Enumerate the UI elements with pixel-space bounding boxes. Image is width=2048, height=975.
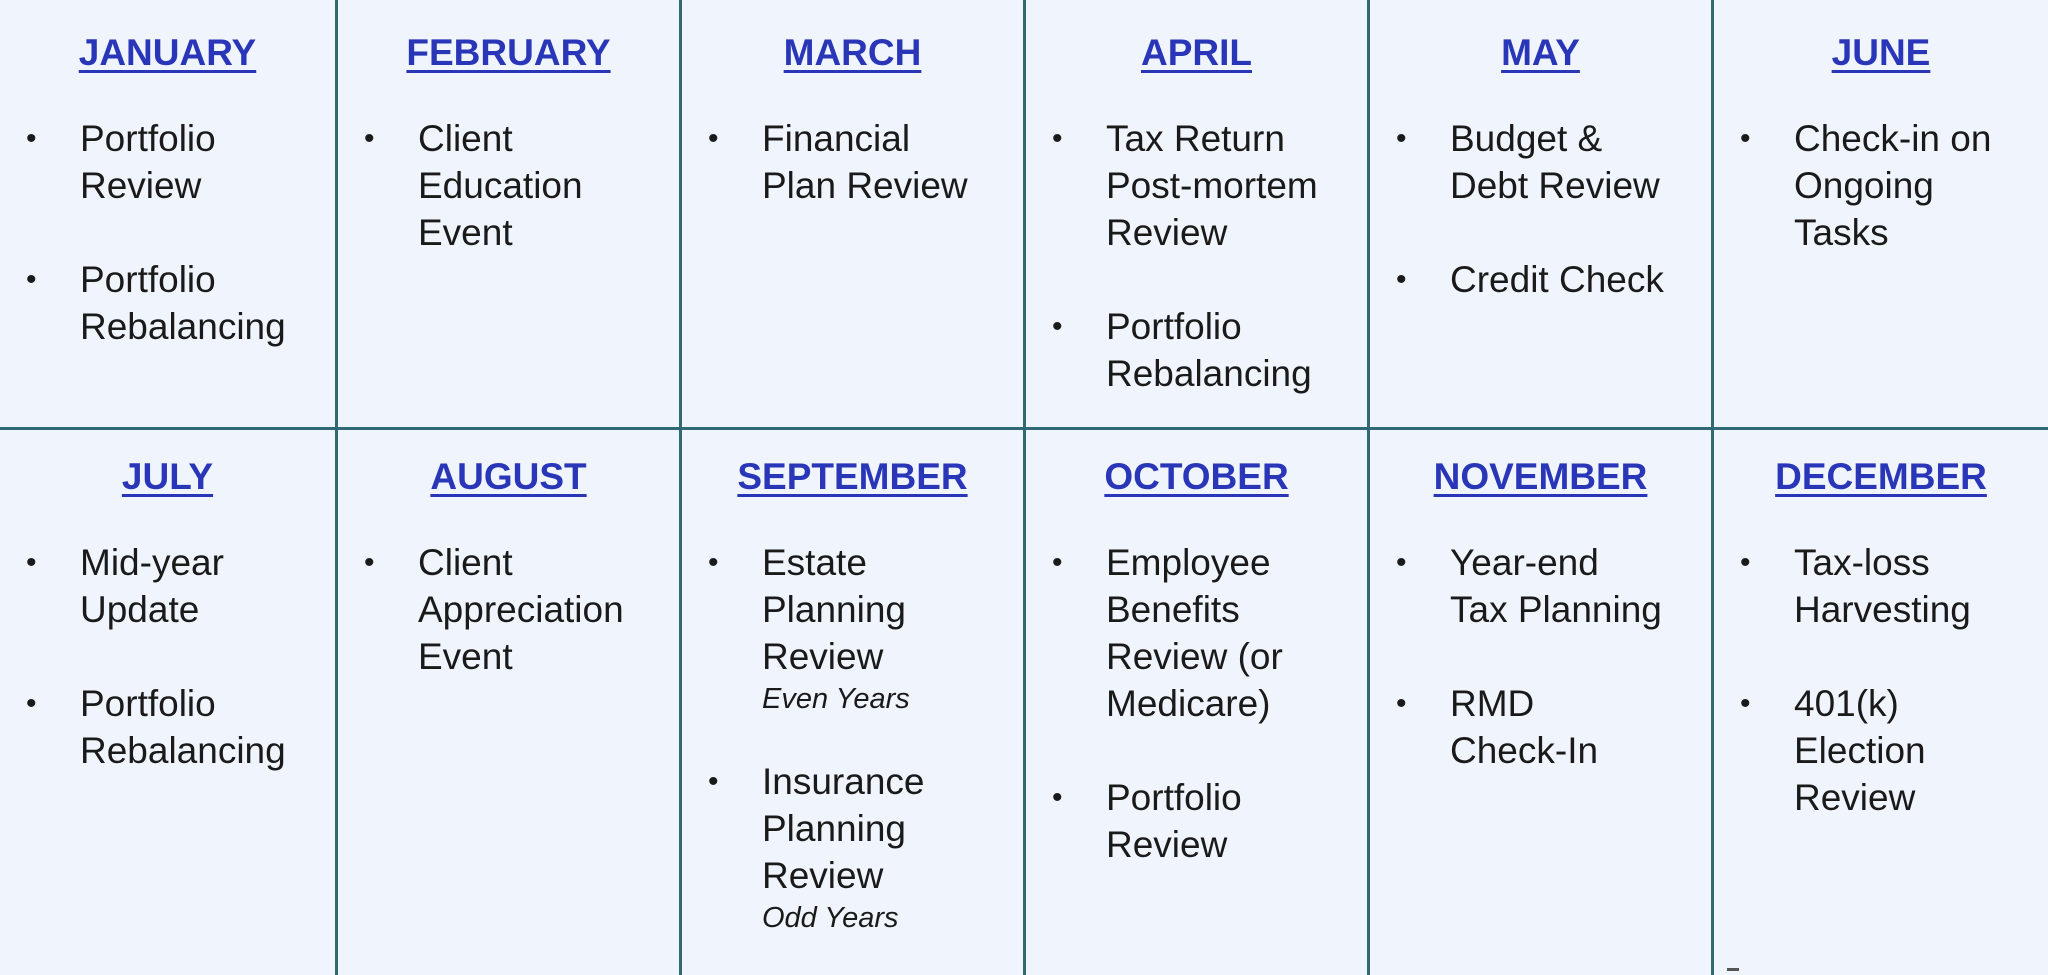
task-item <box>1370 539 1711 633</box>
task-text-lines: Portfolio Review <box>1106 777 1242 865</box>
task-item <box>682 539 1023 718</box>
bullet-icon: • <box>1396 687 1407 720</box>
month-cell-june <box>1714 0 2048 430</box>
bullet-icon: • <box>708 765 719 798</box>
task-item <box>0 680 335 774</box>
month-heading-link[interactable]: SEPTEMBER <box>737 456 968 497</box>
task-text-lines: Client Appreciation Event <box>418 542 624 677</box>
task-list <box>1370 539 1711 774</box>
task-text-lines: Client Education Event <box>418 118 583 253</box>
task-text-lines: Credit Check <box>1450 259 1664 300</box>
bullet-icon: • <box>1052 310 1063 343</box>
bullet-icon: • <box>1052 122 1063 155</box>
task-list <box>1714 539 2048 821</box>
task-item <box>682 758 1023 937</box>
bullet-icon: • <box>708 546 719 579</box>
task-text-lines: Year-end Tax Planning <box>1450 542 1662 630</box>
task-item <box>1026 774 1367 868</box>
task-text-lines: Portfolio Review <box>80 118 216 206</box>
month-heading-link[interactable]: JANUARY <box>78 32 257 73</box>
task-text-lines: Portfolio Rebalancing <box>80 683 286 771</box>
task-list <box>1370 115 1711 303</box>
task-item <box>682 115 1023 209</box>
task-text-lines: Tax Return Post-mortem Review <box>1106 118 1318 253</box>
month-heading-link[interactable]: JUNE <box>1831 32 1931 73</box>
bullet-icon: • <box>708 122 719 155</box>
bullet-icon: • <box>26 687 37 720</box>
bullet-icon: • <box>1740 687 1751 720</box>
month-heading-link[interactable]: OCTOBER <box>1104 456 1289 497</box>
task-item <box>1714 539 2048 633</box>
bullet-icon: • <box>26 546 37 579</box>
task-note: Even Years <box>762 683 910 715</box>
task-text-lines: Mid-year Update <box>80 542 224 630</box>
task-text-lines: Insurance Planning Review <box>762 761 925 896</box>
task-text-lines: Financial Plan Review <box>762 118 968 206</box>
task-item <box>1370 115 1711 209</box>
task-text-lines: Estate Planning Review <box>762 542 907 677</box>
month-heading-link[interactable]: JULY <box>121 456 214 497</box>
task-item <box>338 115 679 256</box>
month-heading-link[interactable]: APRIL <box>1141 32 1252 73</box>
month-cell-november <box>1370 430 1714 975</box>
bullet-icon: • <box>1052 781 1063 814</box>
task-list <box>338 539 679 680</box>
task-text-lines: Check-in on Ongoing Tasks <box>1794 118 1992 253</box>
task-list <box>338 115 679 256</box>
task-item <box>1026 303 1367 397</box>
month-heading-link[interactable]: FEBRUARY <box>406 32 611 73</box>
month-cell-april <box>1026 0 1370 430</box>
month-heading-link[interactable]: MARCH <box>783 32 922 73</box>
task-text-lines: Employee Benefits Review (or Medicare) <box>1106 542 1283 724</box>
month-cell-february <box>338 0 682 430</box>
month-cell-march <box>682 0 1026 430</box>
task-item <box>1026 539 1367 727</box>
task-list <box>0 539 335 774</box>
bullet-icon: • <box>1396 263 1407 296</box>
month-heading-link[interactable]: MAY <box>1501 32 1580 73</box>
task-text-lines: Budget & Debt Review <box>1450 118 1660 206</box>
month-heading-link[interactable]: DECEMBER <box>1775 456 1987 497</box>
month-heading-link[interactable]: NOVEMBER <box>1433 456 1648 497</box>
task-item <box>1370 680 1711 774</box>
bullet-icon: • <box>1740 546 1751 579</box>
month-cell-december <box>1714 430 2048 975</box>
task-list <box>682 115 1023 209</box>
task-note: Odd Years <box>762 902 899 934</box>
bullet-icon: • <box>1740 122 1751 155</box>
month-cell-august <box>338 430 682 975</box>
task-text-lines: Portfolio Rebalancing <box>80 259 286 347</box>
task-item <box>0 256 335 350</box>
task-list <box>1026 539 1367 868</box>
task-text-lines: Portfolio Rebalancing <box>1106 306 1312 394</box>
month-cell-july <box>0 430 338 975</box>
task-item <box>1026 115 1367 256</box>
task-item <box>338 539 679 680</box>
bullet-icon: • <box>364 546 375 579</box>
bullet-icon: • <box>1396 122 1407 155</box>
bullet-icon: • <box>1396 546 1407 579</box>
month-cell-january <box>0 0 338 430</box>
task-item <box>0 115 335 209</box>
task-list <box>682 539 1023 937</box>
task-text-lines: 401(k) Election Review <box>1794 683 1926 818</box>
task-text-lines: Tax-loss Harvesting <box>1794 542 1971 630</box>
task-list <box>1714 115 2048 256</box>
task-item <box>0 539 335 633</box>
month-cell-september <box>682 430 1026 975</box>
task-list <box>0 115 335 350</box>
slide-footer-mark <box>1727 968 1739 971</box>
task-item <box>1714 680 2048 821</box>
task-item <box>1370 256 1711 303</box>
task-item <box>1714 115 2048 256</box>
month-cell-may <box>1370 0 1714 430</box>
bullet-icon: • <box>1052 546 1063 579</box>
bullet-icon: • <box>364 122 375 155</box>
month-heading-link[interactable]: AUGUST <box>430 456 587 497</box>
task-text-lines: RMD Check-In <box>1450 683 1599 771</box>
bullet-icon: • <box>26 263 37 296</box>
bullet-icon: • <box>26 122 37 155</box>
month-cell-october <box>1026 430 1370 975</box>
task-list <box>1026 115 1367 397</box>
